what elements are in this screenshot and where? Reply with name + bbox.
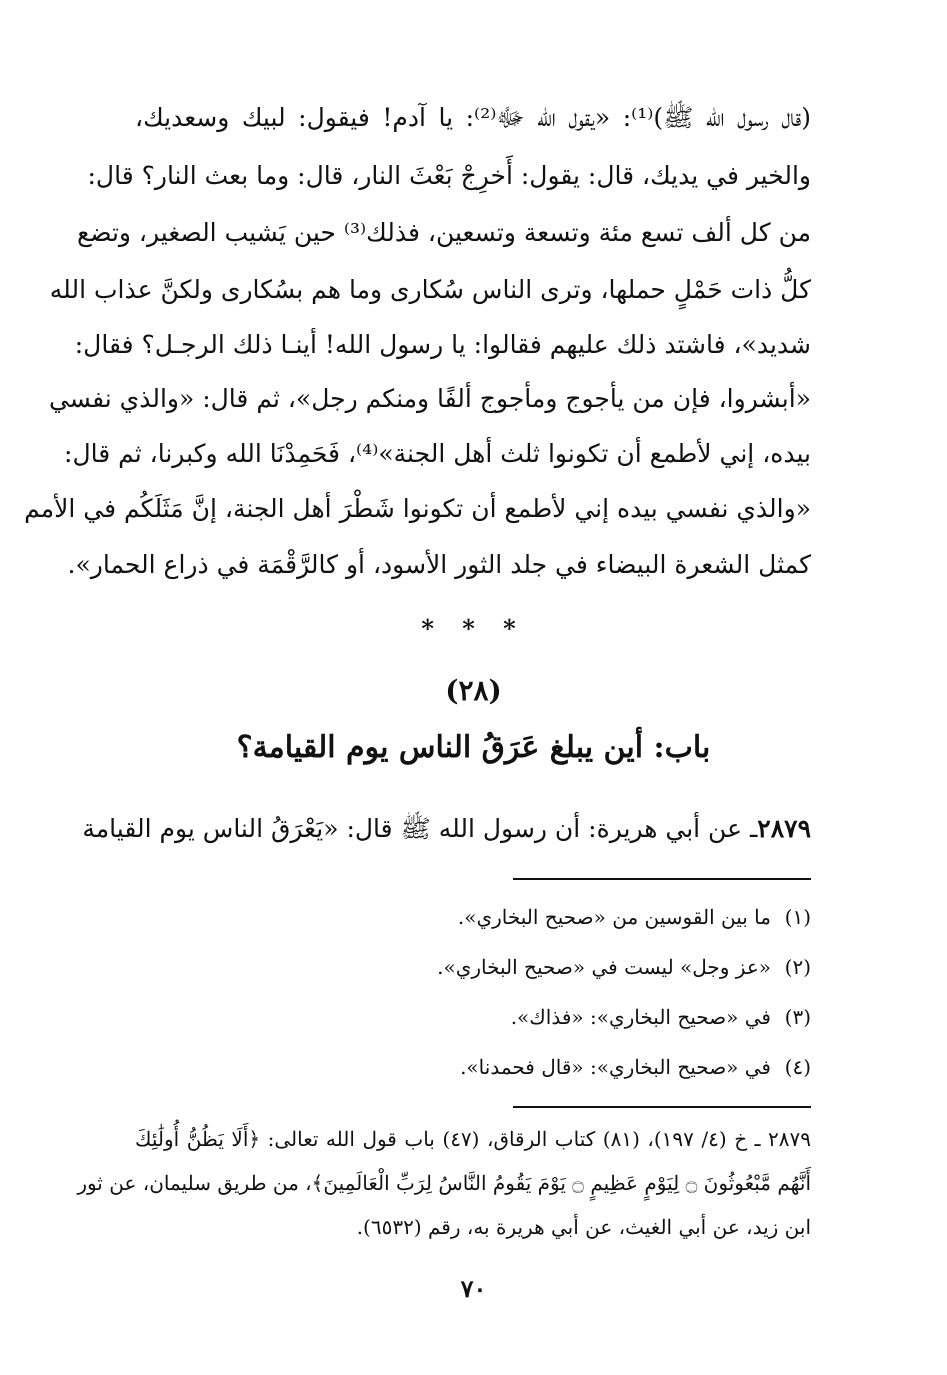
footnote-text: ما بين القوسين من «صحيح البخاري». xyxy=(457,905,771,929)
footnote-text: في «صحيح البخاري»: «فذاك». xyxy=(510,1005,771,1029)
footnote xyxy=(135,1052,811,1082)
body-line: (قال رسول الله ﷺ)⁽¹⁾: «يقول الله ﷻ⁽²⁾: يا آدم! فيقول: لبيك وسعديك، xyxy=(135,103,811,132)
hadith-opening xyxy=(82,812,811,846)
body-line: بيده، إني لأطمع أن تكونوا ثلث أهل الجنة»⁽⁴⁾، فَحَمِدْنَا الله وكبرنا، ثم قال: xyxy=(64,439,811,468)
page-number: ٧٠ xyxy=(460,1274,487,1303)
footnote-number: (٣) xyxy=(784,1005,811,1029)
chapter-title: باب: أين يبلغ عَرَقُ الناس يوم القيامة؟ xyxy=(236,730,711,765)
footnote-text: «عز وجل» ليست في «صحيح البخاري». xyxy=(437,955,771,979)
source-divider xyxy=(513,1106,811,1108)
hadith-number: ٢٨٧٩ xyxy=(757,814,811,843)
body-line: كلُّ ذات حَمْلٍ حملها، وترى الناس سُكارى وما هم بسُكارى ولكنَّ عذاب الله xyxy=(49,275,811,304)
body-line: من كل ألف تسع مئة وتسعة وتسعين، فذلك⁽³⁾ حين يَشيب الصغير، وتضع xyxy=(76,218,811,247)
footnote xyxy=(135,1002,811,1032)
source-line: أَنَّهُم مَّبْعُوثُونَ ۝ لِيَوْمٍ عَظِيمٍ ۝ يَوْمَ يَقُومُ النَّاسُ لِرَبِّ الْعَالَمِينَ﴾، من طريق سليمان، عن ثور xyxy=(77,1171,811,1195)
body-line: شديد»، فاشتد ذلك عليهم فقالوا: يا رسول الله! أينـا ذلك الرجـل؟ فقال: xyxy=(74,330,811,359)
source-line: ٢٨٧٩ ـ خ (٤/ ١٩٧)، (٨١) كتاب الرقاق، (٤٧) باب قول الله تعالى: ﴿أَلَا يَظُنُّ أُولَٰئِكَ xyxy=(135,1127,811,1151)
footnote-divider xyxy=(513,878,811,880)
footnote-number: (١) xyxy=(784,905,811,929)
footnote-text: في «صحيح البخاري»: «قال فحمدنا». xyxy=(460,1055,771,1079)
body-line: «أبشروا، فإن من يأجوج ومأجوج ألفًا ومنكم رجل»، ثم قال: «والذي نفسي xyxy=(48,384,811,413)
source-line: ابن زيد، عن أبي الغيث، عن أبي هريرة به، رقم (٦٥٣٢). xyxy=(356,1215,811,1239)
body-line: والخير في يديك، قال: يقول: أَخرِجْ بَعْثَ النار، قال: وما بعث النار؟ قال: xyxy=(87,161,811,190)
footnote xyxy=(135,902,811,932)
section-separator: * * * xyxy=(421,614,526,643)
footnote-number: (٢) xyxy=(784,955,811,979)
body-line: «والذي نفسي بيده إني لأطمع أن تكونوا شَطْرَ أهل الجنة، إنَّ مَثَلَكُم في الأمم xyxy=(24,494,811,523)
chapter-number: (٢٨) xyxy=(445,674,502,707)
footnote xyxy=(135,952,811,982)
hadith-text: ـ عن أبي هريرة: أن رسول الله ﷺ قال: «يَعْرَقُ الناس يوم القيامة xyxy=(82,814,758,843)
body-line: كمثل الشعرة البيضاء في جلد الثور الأسود، أو كالرَّقْمَة في ذراع الحمار». xyxy=(67,550,811,579)
footnote-number: (٤) xyxy=(784,1055,811,1079)
